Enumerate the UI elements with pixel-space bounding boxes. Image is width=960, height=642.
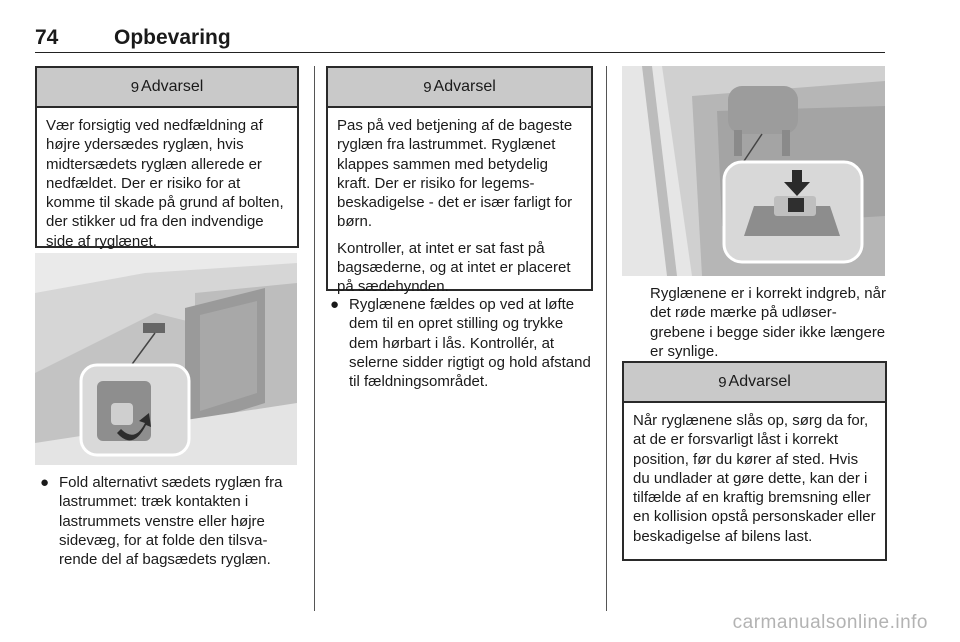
warning-paragraph: Vær forsigtig ved nedfældning af højre ydersædes ryglæn, hvis midtersædets ryglæn allerede er nedfældet. Der er risiko for at komme til skade på grund af bolten, der stikker ud fra den indvendige side af ryglænet. [46,117,284,250]
warning-label: Advarsel [433,78,496,95]
bullet-marker: ● [330,296,340,313]
column-divider-2 [606,66,607,611]
bullet-marker: ● [40,474,50,491]
bullet-text: Ryglænene fældes op ved at løfte dem til en opret stilling og trykke dem hørbart i lås. Kontrollér, at selerne sidder rigtigt og hold afstand til fældningsområdet. [349,296,591,391]
instruction-list-item [330,295,595,415]
warning-text [624,403,885,554]
bullet-text: Fold alternativt sædets ryglæn fra lastrummet: træk kontakten i lastrummets venstre eller højre sidevæg, for at folde den tilsvarende del af bagsædets ryglæn. [59,474,283,569]
column-divider-1 [314,66,315,611]
warning-paragraph: Når ryglænene slås op, sørg da for, at de er forsvarligt låst i korrekt position, før du kører af sted. Hvis du undlader at gøre dette, kan der i tilfælde af en kraftig bremsning eller en kollision opstå personskader eller beskadigelse af bilens last. [633,412,876,545]
warning-paragraph-2: Kontroller, at intet er sat fast på bagsæderne, og at intet er placeret på sædehynden. [337,239,571,296]
warning-icon: 9 [130,78,140,96]
warning-box-2 [326,66,593,296]
warning-box-1 [35,66,299,248]
warning-text [37,108,297,259]
warning-label: Advarsel [728,373,791,390]
instruction-list-item [40,473,300,573]
warning-box-3 [622,361,887,561]
warning-header [37,68,297,108]
warning-header [328,68,591,108]
warning-icon: 9 [423,78,432,96]
backrest-lock-illustration [622,66,885,276]
page-header [35,22,885,53]
illustration-caption: Ryglænene er i korrekt indgreb, når det røde mærke på udløsergrebene i begge sider ikke længere er synlige. [650,285,886,360]
warning-text [328,108,591,305]
backrest-lock-drawing [622,66,885,276]
warning-header [624,363,885,403]
page-number: 74 [35,26,59,49]
watermark: carmanualsonline.info [732,612,928,633]
warning-paragraph-1: Pas på ved betjening af de bageste ryglæn fra lastrummet. Ryglænet klappes sammen med betydelig kraft. Der er risiko for legemsbeskadigelse - det er især farligt for børn. [337,117,573,231]
warning-label: Advarsel [141,78,204,95]
section-title: Opbevaring [114,26,231,49]
warning-icon: 9 [718,373,727,391]
trunk-release-illustration [35,253,297,465]
trunk-release-drawing [35,253,297,465]
